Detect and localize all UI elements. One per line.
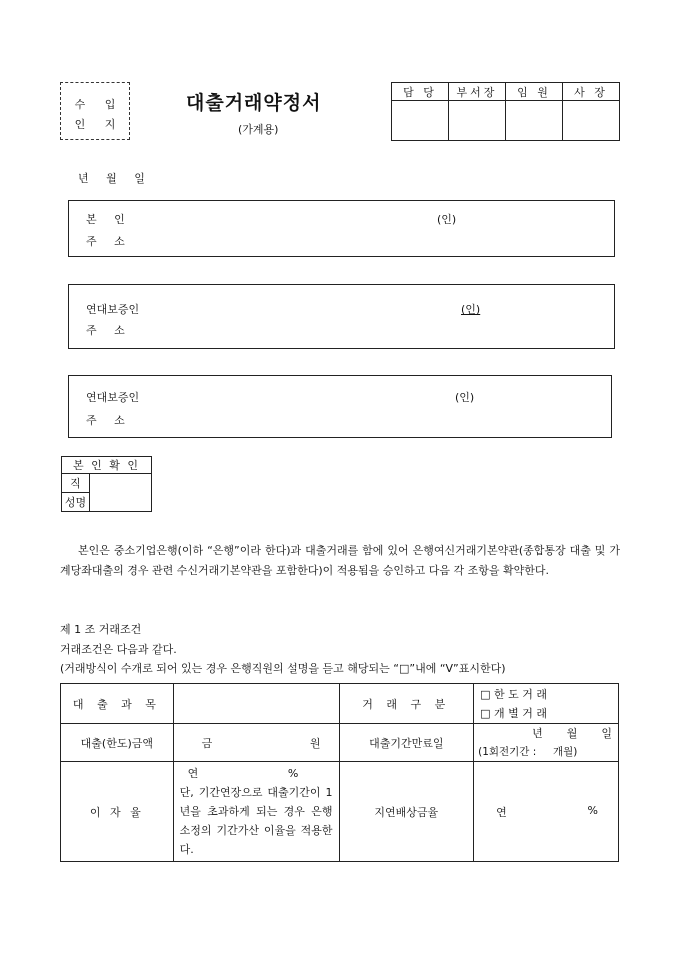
interest-rate-prefix: 연 xyxy=(187,767,199,780)
trade-type-label: 거 래 구 분 xyxy=(339,684,474,724)
guarantor1-box xyxy=(68,284,615,349)
intro-paragraph: 본인은 중소기업은행(이하 “은행”이라 한다)과 대출거래를 함에 있어 은행여신거래기본약관(종합통장 대출 및 가계당좌대출의 경우 관련 수신거래기본약관을 포함한다)이 적용됨을 승인하고 다음 각 조항을 확약한다. xyxy=(60,544,620,577)
stamp-line1: 수 입 xyxy=(74,98,124,111)
loan-amount-label: 대출(한도)금액 xyxy=(61,724,174,762)
approval-table xyxy=(391,82,620,141)
penalty-rate-prefix: 연 xyxy=(496,805,507,819)
guarantor1-name-label: 연대보증인 xyxy=(86,303,140,316)
guarantor2-address-label: 주 소 xyxy=(86,414,125,427)
approval-sign-manager[interactable] xyxy=(449,101,506,141)
identity-check-header: 본 인 확 인 xyxy=(62,457,152,474)
borrower-seal[interactable]: (인) xyxy=(437,213,457,226)
approval-sign-staff[interactable] xyxy=(392,101,449,141)
loan-subject-label: 대 출 과 목 xyxy=(61,684,174,724)
interest-rate-label: 이 자 율 xyxy=(61,762,174,862)
maturity-label: 대출기간만료일 xyxy=(339,724,474,762)
article1-line1: 거래조건은 다음과 같다. xyxy=(60,643,177,656)
loan-amount-suffix: 원 xyxy=(309,736,321,750)
guarantor2-box xyxy=(68,375,612,438)
interest-rate-note: 단, 기간연장으로 대출기간이 1년을 초과하게 되는 경우 은행 소정의 기간가산 이율을 적용한다. xyxy=(179,786,333,856)
borrower-box xyxy=(68,200,615,257)
penalty-rate-label: 지연배상금율 xyxy=(339,762,474,862)
penalty-rate-field[interactable] xyxy=(474,762,619,862)
interest-rate-value-row xyxy=(180,764,333,783)
document-subtitle: (가계용) xyxy=(238,123,279,136)
revenue-stamp-box xyxy=(60,82,130,140)
article1-line2: (거래방식이 수개로 되어 있는 경우 은행직원의 설명을 듣고 해당되는 “□”내에 “V”표시한다) xyxy=(60,662,506,675)
maturity-period: (1회전기간 : 개월) xyxy=(478,745,578,758)
trade-type-limit-checkbox[interactable]: □ 한 도 거 래 xyxy=(480,687,547,701)
identity-name-label: 성명 xyxy=(62,493,90,512)
interest-rate-field[interactable] xyxy=(173,762,339,862)
loan-amount-field[interactable] xyxy=(173,724,339,762)
contract-date[interactable]: 년 월 일 xyxy=(78,172,145,185)
approval-col-executive: 임 원 xyxy=(506,83,563,101)
guarantor2-seal[interactable]: (인) xyxy=(455,391,475,404)
identity-signature-field[interactable] xyxy=(90,474,152,512)
approval-col-staff: 담 당 xyxy=(392,83,449,101)
trade-type-options xyxy=(474,684,619,724)
stamp-line2: 인 지 xyxy=(74,118,124,131)
approval-col-manager: 부서장 xyxy=(449,83,506,101)
approval-col-president: 사 장 xyxy=(563,83,620,101)
borrower-name-label: 본 인 xyxy=(86,213,125,226)
approval-sign-president[interactable] xyxy=(563,101,620,141)
identity-rank-label: 직 xyxy=(62,474,90,493)
guarantor1-seal[interactable]: (인) xyxy=(461,303,481,316)
penalty-rate-suffix: % xyxy=(587,803,598,817)
guarantor2-name-label: 연대보증인 xyxy=(86,391,140,404)
guarantor1-address-label: 주 소 xyxy=(86,324,125,337)
maturity-field[interactable] xyxy=(474,724,619,762)
borrower-address-label: 주 소 xyxy=(86,235,125,248)
terms-table xyxy=(60,683,619,862)
loan-amount-prefix: 금 xyxy=(201,736,213,750)
trade-type-individual-checkbox[interactable]: □ 개 별 거 래 xyxy=(480,706,547,720)
identity-check-table xyxy=(61,456,152,512)
document-title: 대출거래약정서 xyxy=(186,92,322,114)
interest-rate-suffix: % xyxy=(287,767,299,780)
maturity-date: 년 월 일 xyxy=(532,726,614,740)
article1-title: 제 1 조 거래조건 xyxy=(60,623,142,636)
loan-subject-field[interactable] xyxy=(173,684,339,724)
approval-sign-executive[interactable] xyxy=(506,101,563,141)
